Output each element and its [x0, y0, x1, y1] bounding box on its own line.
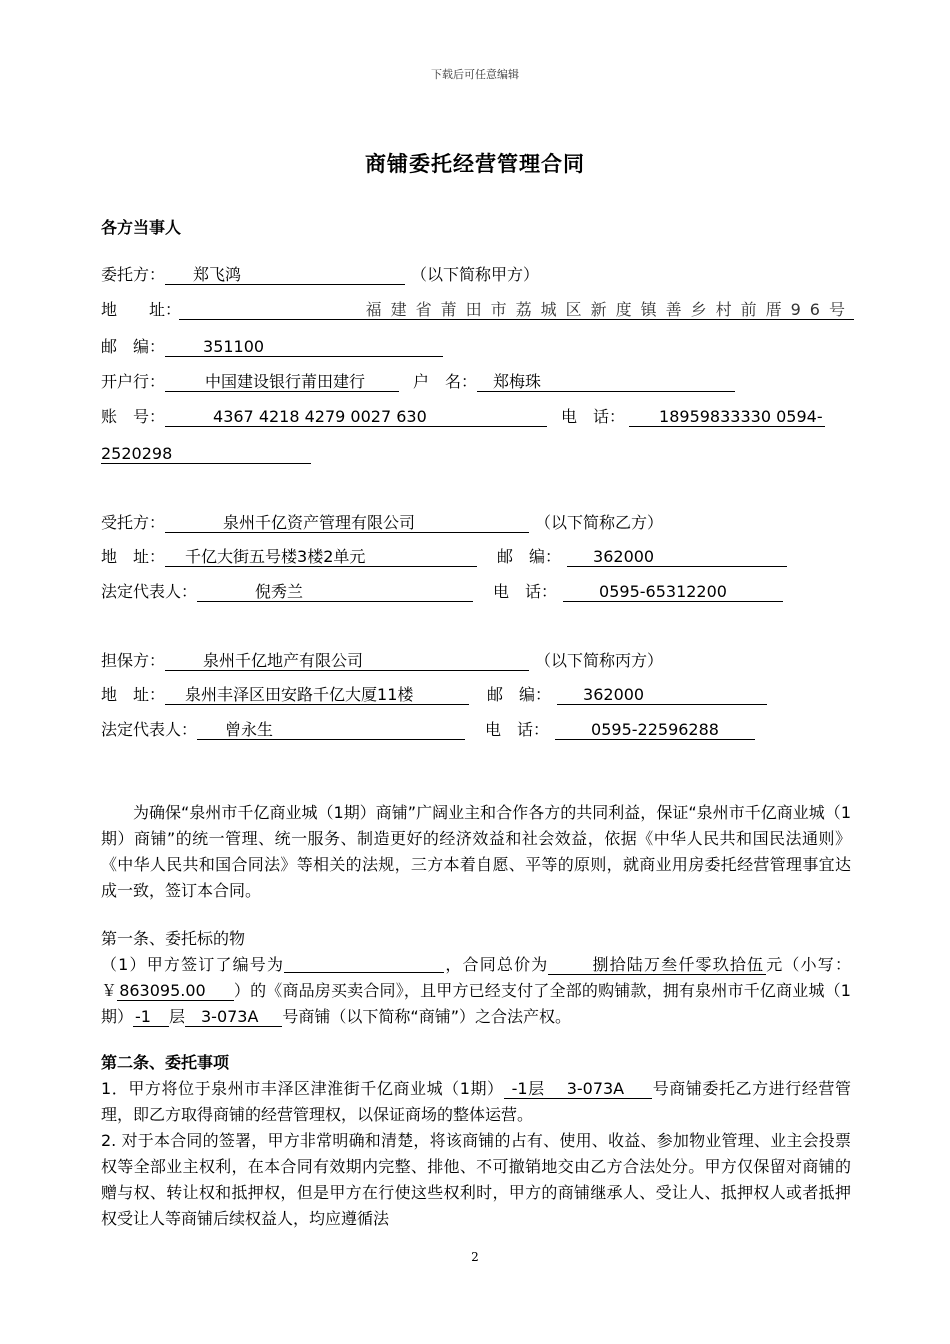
party-b-row — [101, 513, 663, 533]
party-c-postcode: 362000 — [583, 685, 645, 704]
party-a-suffix: （以下简称甲方） — [411, 265, 540, 284]
article-1-clause-1: （1）甲方签订了编号为 ，合同总价为 捌拾陆万叁仟零玖拾伍 元（小写：￥ 863095.00 ）的《商品房买卖合同》，且甲方已经支付了全部的购铺款，拥有泉州市千亿商业城（1期） -1 层 3-073A 号商铺（以下简称“商铺”）之合法产权。 — [101, 955, 851, 1026]
article-2-block — [101, 1050, 851, 1232]
article-2-heading: 第二条、委托事项 — [101, 1053, 230, 1072]
party-b-rep: 倪秀兰 — [255, 582, 304, 601]
party-a-phone-1: 18959833330 0594- — [659, 407, 823, 426]
party-c-rep-label: 法定代表人： — [101, 720, 198, 739]
party-a-account-name-label: 户 名： — [413, 372, 478, 391]
preamble-text: 为确保“泉州市千亿商业城（1期）商铺”广阔业主和合作各方的共同利益，保证“泉州市千亿商业城（1期）商铺”的统一管理、统一服务、制造更好的经济效益和社会效益，依据《中华人民共和国民法通则》《中华人民共和国合同法》等相关的法规，三方本着自愿、平等的原则，就商业用房委托经营管理事宜达成一致，签订本合同。 — [101, 803, 851, 900]
party-a-bank-row — [101, 372, 735, 392]
party-c-suffix: （以下简称丙方） — [535, 651, 664, 670]
party-c-row — [101, 651, 663, 671]
party-a-address-label: 地 址： — [101, 300, 182, 319]
party-b-address: 千亿大街五号楼3楼2单元 — [185, 547, 366, 566]
party-c-label: 担保方： — [101, 651, 166, 670]
article-2-unit: 3-073A — [547, 1079, 652, 1099]
article-1-block — [101, 926, 851, 1030]
article-1-floor: -1 — [133, 1007, 169, 1027]
party-c-rep-row — [101, 720, 755, 740]
party-a-phone-2: 2520298 — [101, 444, 173, 463]
parties-heading: 各方当事人 — [101, 218, 182, 237]
party-a-account-label: 账 号： — [101, 407, 166, 426]
party-a-bank-label: 开户行： — [101, 372, 166, 391]
article-2-item-1: 1．甲方将位于泉州市丰泽区津淮街千亿商业城（1期） -1层 3-073A 号商铺委托乙方进行经营管理，即乙方取得商铺的经营管理权，以保证商场的整体运营。 — [101, 1079, 851, 1124]
party-a-address-row — [101, 300, 854, 320]
party-c-address-row — [101, 685, 767, 705]
party-a-account-name: 郑梅珠 — [493, 372, 542, 391]
party-a-address: 福建省莆田市荔城区新度镇善乡村前厝96号 — [365, 300, 854, 319]
party-c-phone: 0595-22596288 — [591, 720, 719, 739]
party-a-row — [101, 265, 539, 285]
price-in-words: 捌拾陆万叁仟零玖拾伍 — [548, 955, 766, 975]
contract-title: 商铺委托经营管理合同 — [365, 152, 585, 176]
party-a-label: 委托方： — [101, 265, 166, 284]
party-c-rep: 曾永生 — [225, 720, 274, 739]
party-b-suffix: （以下简称乙方） — [535, 513, 664, 532]
party-a-account: 4367 4218 4279 0027 630 — [213, 407, 427, 426]
party-b-address-row — [101, 547, 787, 567]
preamble-block — [101, 800, 851, 904]
party-a-postcode: 351100 — [203, 337, 265, 356]
party-a-account-row — [101, 407, 825, 427]
party-a-bank: 中国建设银行莆田建行 — [205, 372, 366, 391]
article-1-unit: 3-073A — [185, 1007, 282, 1027]
price-in-figures: 863095.00 — [117, 981, 234, 1001]
party-a-postcode-label: 邮 编： — [101, 337, 166, 356]
party-a-postcode-row — [101, 337, 443, 357]
party-c-address-label: 地 址： — [101, 685, 166, 704]
party-b-label: 受托方： — [101, 513, 166, 532]
party-b-postcode: 362000 — [593, 547, 655, 566]
page-header-note: 下载后可任意编辑 — [431, 68, 519, 81]
party-b-phone: 0595-65312200 — [599, 582, 727, 601]
party-b-name: 泉州千亿资产管理有限公司 — [223, 513, 416, 532]
party-b-address-label: 地 址： — [101, 547, 166, 566]
page-number: 2 — [471, 1250, 479, 1264]
party-a-phone-label: 电 话： — [561, 407, 626, 426]
article-2-item-2: 2. 对于本合同的签署，甲方非常明确和清楚，将该商铺的占有、使用、收益、参加物业管理、业主会投票权等全部业主权利，在本合同有效期内完整、排他、不可撤销地交由乙方合法处分。甲方仅保留对商铺的赠与权、转让权和抵押权，但是甲方在行使这些权利时，甲方的商铺继承人、受让人、抵押权人或者抵押权受让人等商铺后续权益人，均应遵循法 — [101, 1131, 851, 1228]
article-2-floor: -1层 — [504, 1079, 547, 1099]
party-c-phone-label: 电 话： — [485, 720, 550, 739]
party-c-postcode-label: 邮 编： — [487, 685, 552, 704]
party-a-name: 郑飞鸿 — [193, 265, 242, 284]
party-b-rep-row — [101, 582, 783, 602]
article-1-heading: 第一条、委托标的物 — [101, 929, 246, 948]
contract-number-blank — [284, 954, 444, 973]
party-b-postcode-label: 邮 编： — [497, 547, 562, 566]
party-c-name: 泉州千亿地产有限公司 — [203, 651, 364, 670]
party-c-address: 泉州丰泽区田安路千亿大厦11楼 — [185, 685, 414, 704]
party-b-phone-label: 电 话： — [493, 582, 558, 601]
party-b-rep-label: 法定代表人： — [101, 582, 198, 601]
party-a-phone-cont-row — [101, 444, 311, 464]
